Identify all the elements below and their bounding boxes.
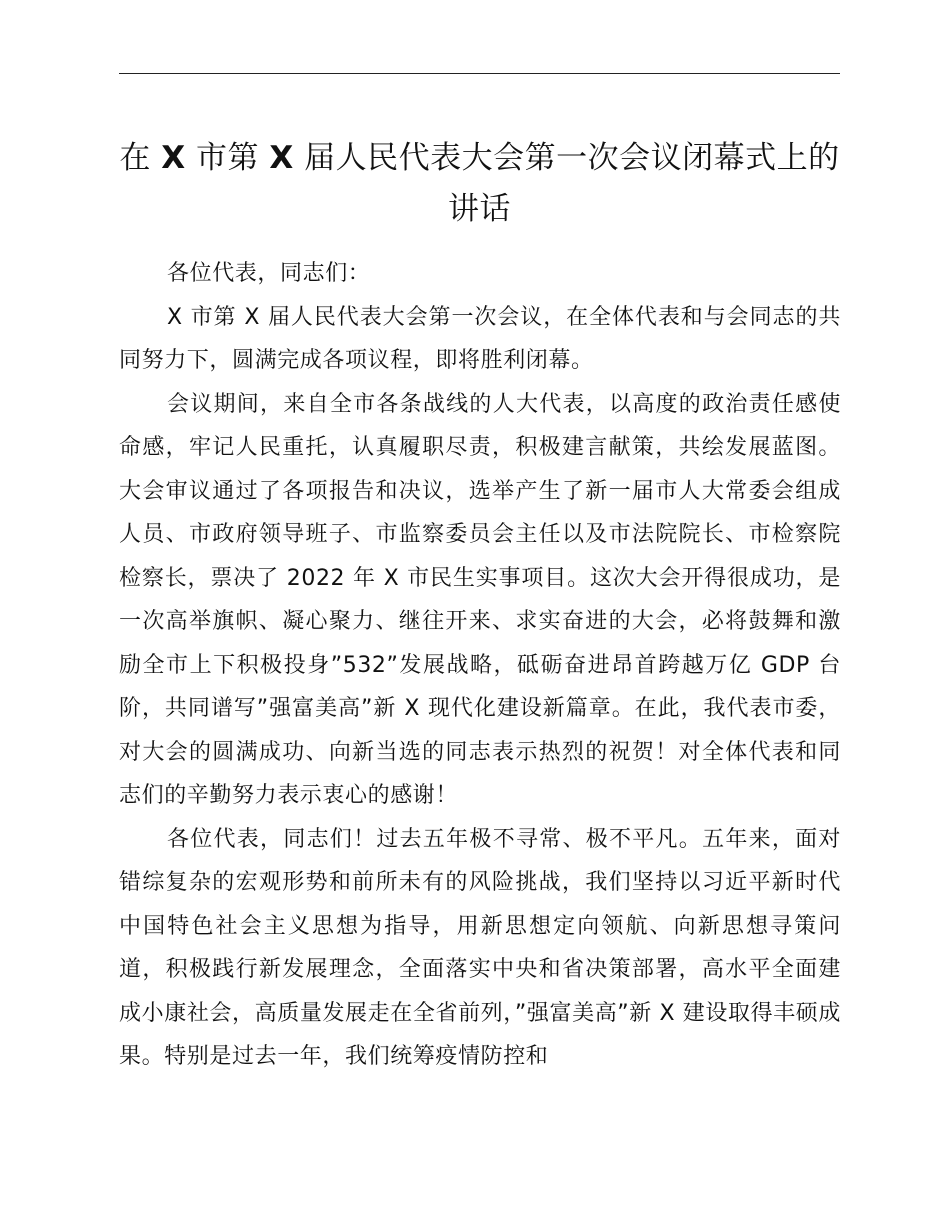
paragraph-session-summary: 会议期间，来自全市各条战线的人大代表，以高度的政治责任感使命感，牢记人民重托，认真履职尽责，积极建言献策，共绘发展蓝图。大会审议通过了各项报告和决议，选举产生了新一届市人大常委会组成人员、市政府领导班子、市监察委员会主任以及市法院院长、市检察院检察长，票决了 2022 年 X 市民生实事项目。这次大会开得很成功，是一次高举旗帜、凝心聚力、继往开来、求实奋进的大会，必将鼓舞和激励全市上下积极投身”532”发展战略，砥砺奋进昂首跨越万亿 GDP 台阶，共同谱写”强富美高”新 X 现代化建设新篇章。在此，我代表市委，对大会的圆满成功、向新当选的同志表示热烈的祝贺！对全体代表和同志们的辛勤努力表示衷心的感谢！ — [119, 391, 841, 808]
title-part-1: 在 — [119, 140, 162, 176]
header-rule — [119, 73, 840, 74]
title-session-placeholder: X — [269, 140, 294, 176]
paragraph-salutation: 各位代表，同志们： — [167, 261, 371, 286]
paragraph-five-year-review: 各位代表，同志们！过去五年极不寻常、极不平凡。五年来，面对错综复杂的宏观形势和前所未有的风险挑战，我们坚持以习近平新时代中国特色社会主义思想为指导，用新思想定向领航、向新思想寻策问道，积极践行新发展理念，全面落实中央和省决策部署，高水平全面建成小康社会，高质量发展走在全省前列，”强富美高”新 X 建设取得丰硕成果。特别是过去一年，我们统筹疫情防控和 — [119, 826, 841, 1069]
document-body — [119, 252, 841, 1079]
document-title — [119, 133, 840, 235]
title-part-2: 市第 — [185, 140, 270, 176]
title-part-3: 届人民代表大会第一次会议闭幕式上的讲话 — [293, 140, 840, 227]
paragraph-opening: X 市第 X 届人民代表大会第一次会议，在全体代表和与会同志的共同努力下，圆满完成各项议程，即将胜利闭幕。 — [119, 304, 841, 373]
title-city-placeholder: X — [161, 140, 186, 176]
